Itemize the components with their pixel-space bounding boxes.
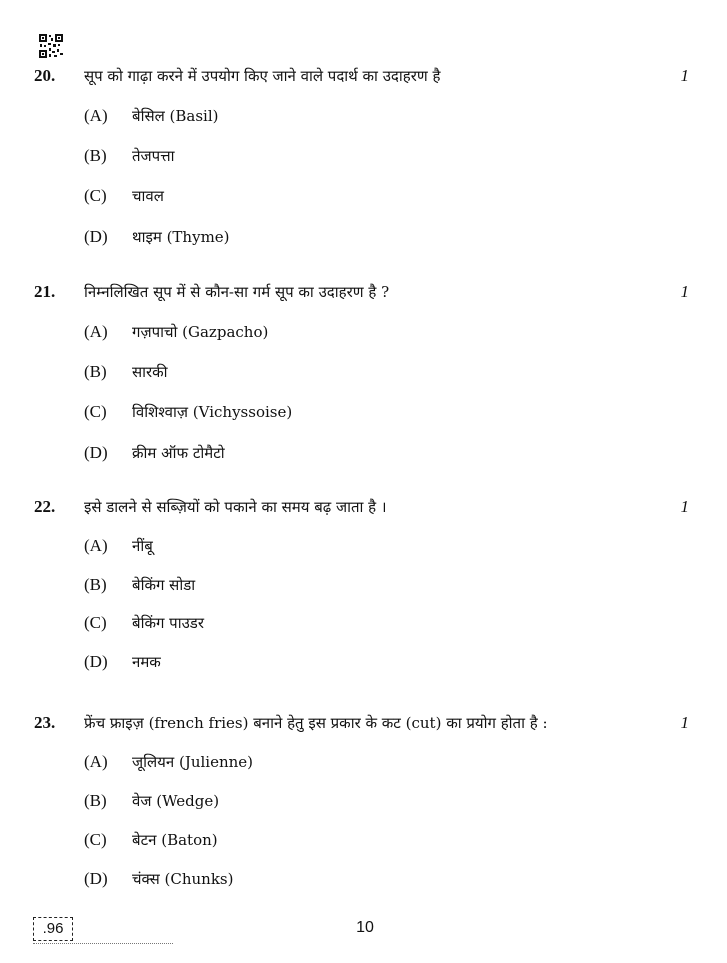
option-text: चंक्स (Chunks)	[132, 870, 234, 888]
question-marks: 1	[680, 282, 689, 301]
qr-code-icon	[39, 34, 63, 58]
option-text: थाइम (Thyme)	[132, 228, 230, 246]
question-number: 23.	[34, 713, 56, 732]
option-label: (B)	[84, 362, 107, 381]
option-text: बेटन (Baton)	[132, 831, 218, 849]
option-text: विशिश्वाज़ (Vichyssoise)	[132, 403, 293, 421]
page-number: 10	[356, 919, 374, 936]
option-label: (C)	[84, 830, 107, 849]
option-label: (D)	[84, 443, 108, 462]
question-marks: 1	[680, 713, 689, 732]
option-label: (C)	[84, 402, 107, 421]
option-text: चावल	[132, 187, 164, 205]
option-text: सारकी	[132, 363, 168, 381]
option-label: (D)	[84, 869, 108, 888]
option-label: (A)	[84, 106, 108, 125]
option-label: (A)	[84, 752, 108, 771]
option-label: (B)	[84, 575, 107, 594]
footer-divider	[33, 943, 173, 944]
option-text: बेकिंग पाउडर	[132, 614, 204, 632]
question-text: सूप को गाढ़ा करने में उपयोग किए जाने वाले पदार्थ का उदाहरण है	[84, 67, 441, 85]
question-marks: 1	[680, 497, 689, 516]
option-text: वेज (Wedge)	[132, 792, 220, 810]
option-text: तेजपत्ता	[132, 147, 175, 165]
question-number: 20.	[34, 66, 56, 85]
option-text: बेसिल (Basil)	[132, 107, 219, 125]
option-label: (C)	[84, 186, 107, 205]
option-label: (C)	[84, 613, 107, 632]
option-text: गज़पाचो (Gazpacho)	[132, 323, 269, 341]
question-text: फ्रेंच फ्राइज़ (french fries) बनाने हेतु इस प्रकार के कट (cut) का प्रयोग होता है :	[84, 714, 548, 732]
option-label: (A)	[84, 322, 108, 341]
option-text: नींबू	[132, 537, 153, 555]
option-label: (A)	[84, 536, 108, 555]
option-label: (D)	[84, 652, 108, 671]
question-text: निम्नलिखित सूप में से कौन-सा गर्म सूप का उदाहरण है ?	[84, 283, 390, 301]
option-label: (D)	[84, 227, 108, 246]
option-label: (B)	[84, 791, 107, 810]
option-label: (B)	[84, 146, 107, 165]
question-text: इसे डालने से सब्ज़ियों को पकाने का समय बढ़ जाता है ।	[84, 498, 387, 516]
option-text: जूलियन (Julienne)	[132, 753, 254, 771]
question-number: 21.	[34, 282, 56, 301]
question-number: 22.	[34, 497, 56, 516]
paper-code-box: .96	[33, 917, 73, 941]
option-text: क्रीम ऑफ टोमैटो	[132, 444, 225, 462]
question-marks: 1	[680, 66, 689, 85]
option-text: बेकिंग सोडा	[132, 576, 196, 594]
option-text: नमक	[132, 653, 161, 671]
